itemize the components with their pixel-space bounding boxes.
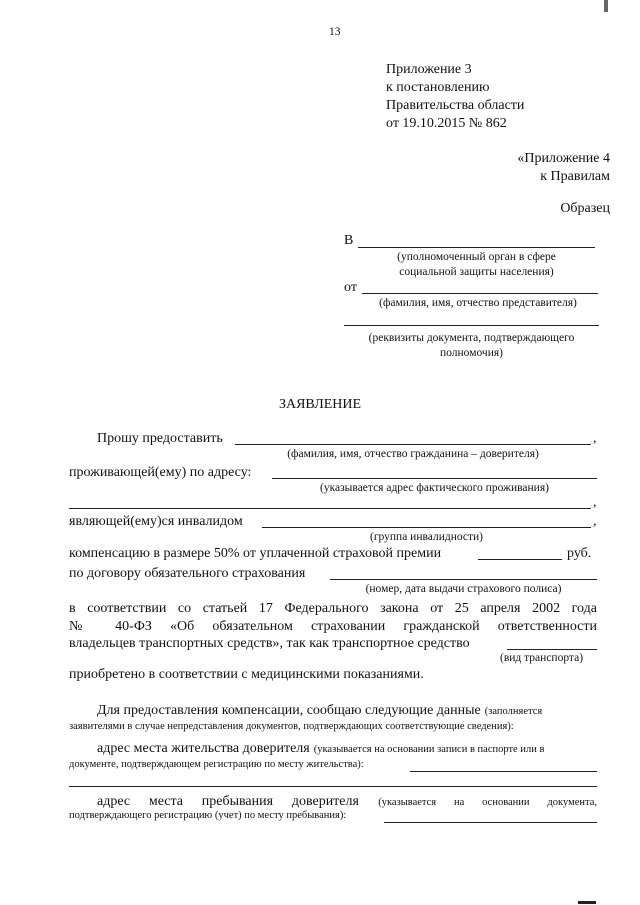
- address-continuation-line[interactable]: [69, 508, 591, 509]
- disability-group-line[interactable]: [262, 527, 591, 528]
- from-prefix: от: [344, 280, 357, 295]
- contract-label: по договору обязательного страхования: [69, 566, 306, 581]
- residence-continuation-line[interactable]: [69, 786, 597, 787]
- header-line: к постановлению: [386, 80, 490, 95]
- header-block: [386, 61, 524, 133]
- to-hint: [358, 250, 595, 280]
- scan-mark: [578, 901, 596, 904]
- to-hint-line: социальной защиты населения): [399, 266, 554, 278]
- residence-row: [97, 739, 544, 757]
- vehicle-hint: (вид транспорта): [500, 652, 584, 664]
- policy-field-line[interactable]: [330, 579, 597, 580]
- document-hint-line: полномочия): [440, 347, 503, 359]
- currency-label: руб.: [567, 546, 592, 561]
- appendix-block: [517, 150, 610, 186]
- residence-note: (указывается на основании записи в паспорте или в: [313, 744, 545, 755]
- citizen-name-line[interactable]: [235, 444, 591, 445]
- group-hint: (группа инвалидности): [369, 531, 484, 543]
- info-intro: [97, 701, 542, 719]
- header-line: Правительства области: [386, 98, 525, 113]
- vehicle-type-line[interactable]: [507, 649, 597, 650]
- address-field-line[interactable]: [272, 478, 597, 479]
- appendix-line: «Приложение 4: [517, 151, 610, 166]
- law-line-1: в соответствии со статьей 17 Федерального закона от 25 апреля 2002 года: [69, 601, 597, 616]
- page-number: 13: [329, 26, 341, 38]
- residence-label: адрес места жительства доверителя: [97, 741, 310, 756]
- info-intro-text: Для предоставления компенсации, сообщаю следующие данные: [97, 703, 481, 718]
- info-intro-note: (заполняется: [484, 706, 543, 717]
- law-line-4: приобретено в соответствии с медицинскими показаниями.: [69, 667, 424, 682]
- scan-mark: [604, 0, 608, 12]
- stay-field-line[interactable]: [384, 822, 597, 823]
- comma: ,: [593, 431, 597, 446]
- appendix-line: к Правилам: [540, 169, 610, 184]
- to-prefix: В: [344, 233, 354, 248]
- document-hint-line: (реквизиты документа, подтверждающего: [368, 332, 575, 344]
- comma: ,: [593, 514, 597, 529]
- address-hint: (указывается адрес фактического проживания): [320, 482, 549, 494]
- info-intro-note-2: заявителями в случае непредставления документов, подтверждающих соответствующие сведения):: [69, 721, 514, 732]
- from-field-line[interactable]: [362, 293, 598, 294]
- request-label: Прошу предоставить: [97, 431, 223, 446]
- stay-label: адрес места пребывания доверителя: [97, 794, 359, 809]
- to-field-line[interactable]: [358, 247, 595, 248]
- header-line: Приложение 3: [386, 62, 472, 77]
- sample-label: Образец: [560, 201, 610, 216]
- stay-row: [97, 792, 597, 810]
- stay-note-2: подтверждающего регистрацию (учет) по месту пребывания):: [69, 810, 347, 821]
- residence-field-line[interactable]: [410, 771, 597, 772]
- law-line-3: владельцев транспортных средств», так как транспортное средство: [69, 636, 470, 651]
- law-line-2: № 40-ФЗ «Об обязательном страховании гражданской ответственности: [69, 619, 597, 634]
- from-hint: (фамилия, имя, отчество представителя): [379, 297, 577, 309]
- residence-note-2: документе, подтверждающем регистрацию по месту жительства):: [69, 759, 364, 770]
- disabled-label: являющей(ему)ся инвалидом: [69, 514, 243, 529]
- header-line: от 19.10.2015 № 862: [386, 116, 507, 131]
- policy-hint: (номер, дата выдачи страхового полиса): [365, 583, 562, 595]
- compensation-label: компенсацию в размере 50% от уплаченной страховой премии: [69, 546, 442, 561]
- to-hint-line: (уполномоченный орган в сфере: [397, 251, 556, 263]
- document-field-line[interactable]: [344, 325, 599, 326]
- stay-note: (указывается на основании документа,: [378, 797, 598, 808]
- citizen-name-hint: (фамилия, имя, отчество гражданина – доверителя): [287, 448, 539, 460]
- document-hint: [344, 331, 599, 361]
- document-title: ЗАЯВЛЕНИЕ: [278, 397, 362, 412]
- address-label: проживающей(ему) по адресу:: [69, 465, 252, 480]
- premium-amount-line[interactable]: [478, 559, 562, 560]
- comma: ,: [593, 495, 597, 510]
